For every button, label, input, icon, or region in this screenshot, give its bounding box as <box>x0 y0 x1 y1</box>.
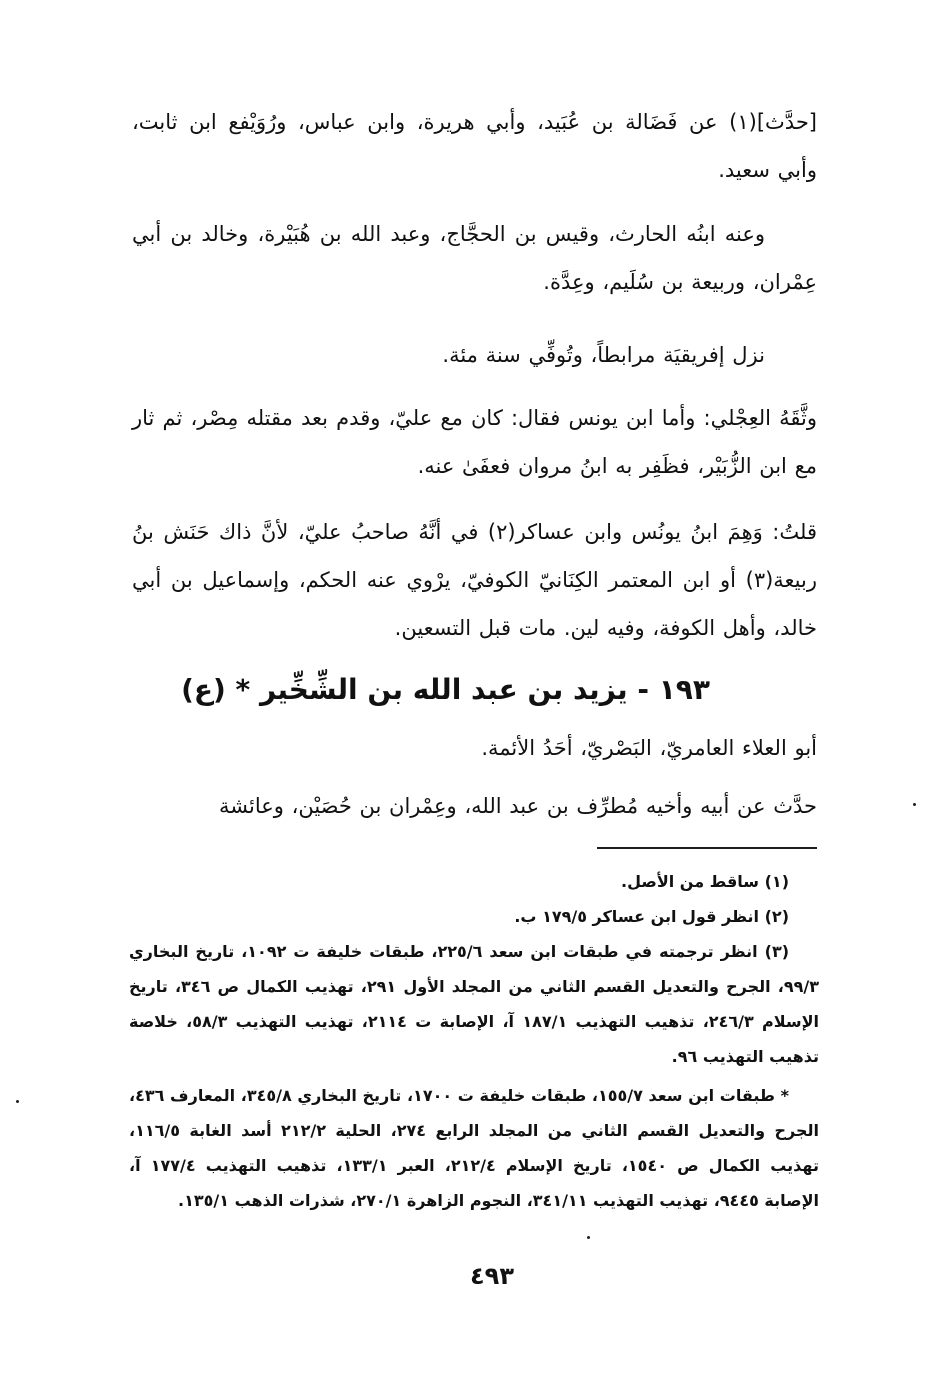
footnote-2: (٢) انظر قول ابن عساكر ١٧٩/٥ ب. <box>514 907 789 926</box>
footnote-3: (٣) انظر ترجمته في طبقات ابن سعد ٢٢٥/٦، طبقات خليفة ت ١٠٩٢، تاريخ البخاري ٩٩/٣، الجرح والتعديل القسم الثاني من المجلد الأول ٢٩١، تهذيب الكمال ص ٣٤٦، تاريخ الإسلام ٢٤٦/٣، تذهيب التهذيب ١٨٧/١ آ، الإصابة ت ٢١١٤، تهذيب التهذيب ٥٨/٣، خلاصة تذهيب التهذيب ٩٦. <box>129 942 820 1066</box>
scan-speck <box>587 1236 590 1239</box>
paragraph-author-note: قلتُ: وَهِمَ ابنُ يونُس وابن عساكر(٢) في أنَّهُ صاحبُ عليّ، لأنَّ ذاك حَنَش بنُ ربيعة(٣) أو ابن المعتمر الكِنَانيّ الكوفيّ، يرْوي عنه الحكم، وإسماعيل بن أبي خالد، وأهل الكوفة، وفيه لين. مات قبل التسعين. <box>132 520 817 640</box>
footnote-1: (١) ساقط من الأصل. <box>621 872 789 891</box>
paragraph-narrated-from: [حدَّث](١) عن فَضَالة بن عُبَيد، وأبي هريرة، وابن عباس، ورُوَيْفع ابن ثابت، وأبي سعيد. <box>132 110 817 182</box>
paragraph-death: نزل إفريقيَة مرابطاً، وتُوفِّي سنة مئة. <box>442 343 765 367</box>
entry-description: أبو العلاء العامريّ، البَصْريّ، أحَدُ الأئمة. <box>481 736 817 760</box>
entry-heading: ١٩٣ - يزيد بن عبد الله بن الشِّخِّير * (ع) <box>181 673 710 706</box>
scan-speck <box>913 803 916 806</box>
scan-speck <box>16 1100 19 1103</box>
paragraph-reliability: وثَّقَهُ العِجْلي: وأما ابن يونس فقال: كان مع عليّ، وقدم بعد مقتله مِصْر، ثم ثار مع ابن الزُّبَيْر، فظَفِر به ابنُ مروان فعفَىٰ عنه. <box>132 406 817 478</box>
paragraph-narrators: وعنه ابنُه الحارث، وقيس بن الحجَّاج، وعبد الله بن هُبَيْرة، وخالد بن أبي عِمْران، وربيعة بن سُلَيم، وعِدَّة. <box>132 222 817 294</box>
page-number: ٤٩٣ <box>470 1262 514 1290</box>
footnote-divider <box>597 847 817 849</box>
footnote-star: * طبقات ابن سعد ١٥٥/٧، طبقات خليفة ت ١٧٠٠، تاريخ البخاري ٣٤٥/٨، المعارف ٤٣٦، الجرح والتعديل القسم الثاني من المجلد الرابع ٢٧٤، الحلية ٢١٢/٢ أسد الغابة ١١٦/٥، تهذيب الكمال ص ١٥٤٠، تاريخ الإسلام ٢١٢/٤، العبر ١٣٣/١، تذهيب التهذيب ١٧٧/٤ آ، الإصابة ٩٤٤٥، تهذيب التهذيب ٣٤١/١١، النجوم الزاهرة ٢٧٠/١، شذرات الذهب ١٣٥/١. <box>129 1086 819 1210</box>
entry-narration: حدَّث عن أبيه وأخيه مُطرِّف بن عبد الله، وعِمْران بن حُصَيْن، وعائشة <box>218 794 817 818</box>
